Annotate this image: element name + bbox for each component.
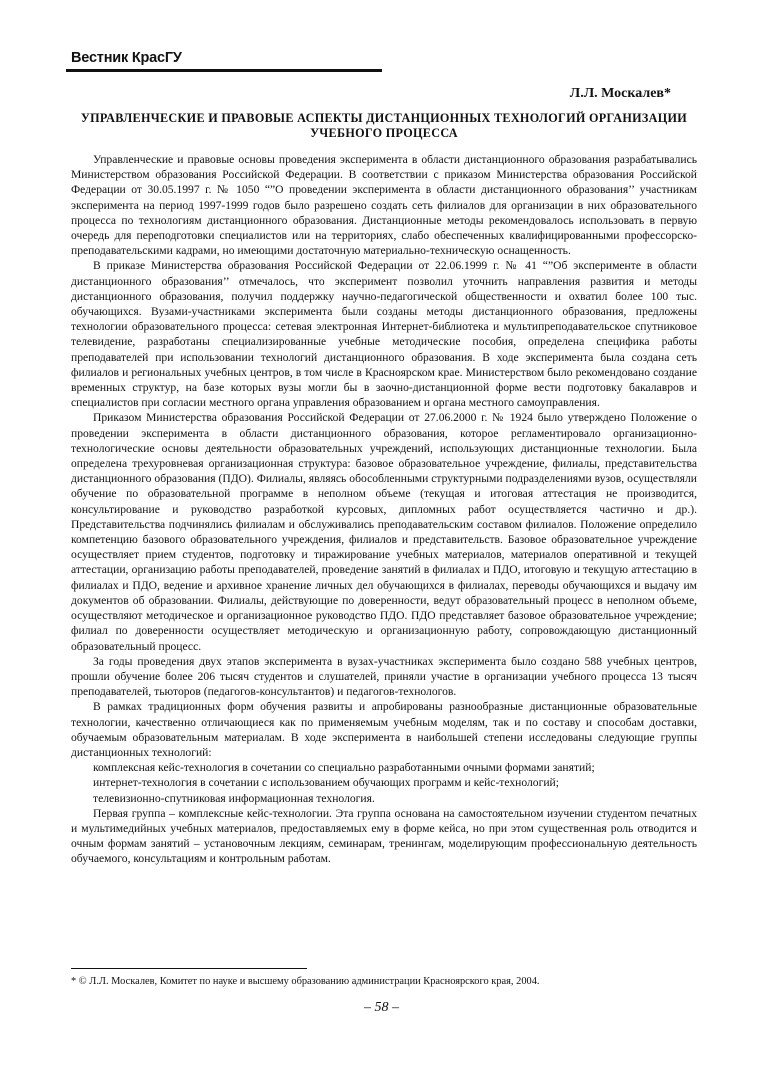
article-title: УПРАВЛЕНЧЕСКИЕ И ПРАВОВЫЕ АСПЕКТЫ ДИСТАНЦИОННЫХ ТЕХНОЛОГИЙ ОРГАНИЗАЦИИ УЧЕБНОГО ПРОЦЕССА (80, 111, 688, 140)
journal-name: Вестник КрасГУ (71, 50, 182, 66)
footnote: * © Л.Л. Москалев, Комитет по науке и высшему образованию администрации Красноярского края, 2004. (71, 976, 540, 987)
list-item: комплексная кейс-технология в сочетании со специально разработанными очными формами занятий; (93, 761, 595, 775)
article-body (71, 152, 697, 867)
list-item: интернет-технология в сочетании с использованием обучающих программ и кейс-технологий; (93, 776, 559, 790)
paragraph: За годы проведения двух этапов эксперимента в вузах-участниках эксперимента было создано 588 учебных центров, прошли обучение более 206 тысяч студентов и слушателей, приняли участие в организации учебного процесса 13 тысяч преподавателей, тьюторов (педагогов-консультантов) и педагогов-технологов. (71, 654, 697, 699)
list-item: телевизионно-спутниковая информационная технология. (93, 791, 375, 805)
author-name: Л.Л. Москалев* (569, 86, 671, 101)
paragraph: Управленческие и правовые основы проведения эксперимента в области дистанционного образования разрабатывались Министерством образования Российской Федерации. В соответствии с приказом Министерства образования Российской Федерации от 30.05.1997 г. № 1050 “”О проведении эксперимента в области дистанционного образования’’ участникам эксперимента на период 1997-1999 годов было разрешено создать сеть филиалов для организации в них образовательного процесса по технологиям дистанционного образования. Дистанционные методы рекомендовалось использовать в первую очередь для переподготовки специалистов или на территориях, слабо обеспеченных квалифицированными профессорско-преподавательскими кадрами, но имеющими достаточную материально-техническую оснащенность. (71, 153, 697, 258)
page-number: – 58 – (364, 1000, 399, 1015)
paragraph: Первая группа – комплексные кейс-технологии. Эта группа основана на самостоятельном изучении студентом печатных и мультимедийных учебных материалов, предоставляемых ему в форме кейса, но при этом существенная роль отводится и очным формам занятий – установочным лекциям, семинарам, тренингам, моделирующим профессиональную деятельность обучаемого, консультациям и контрольным работам. (71, 806, 697, 866)
header-rule (66, 69, 382, 72)
footnote-rule (71, 968, 307, 969)
paragraph: В приказе Министерства образования Российской Федерации от 22.06.1999 г. № 41 “”Об эксперименте в области дистанционного образования’’ отмечалось, что эксперимент позволил уточнить направления развития и методы дистанционного образования, получил поддержку научно-педагогической общественности и охватил более 100 тыс. обучающихся. Вузами-участниками эксперимента были созданы методы дистанционного образования, предложены технологии образовательного процесса: сетевая электронная Интернет-библиотека и мультипреподавательское спутниковое телевидение, разработаны специализированные учебные методические пособия, определена специфика работы преподавателей при использовании технологий дистанционного образования. В ходе эксперимента была создана сеть филиалов и региональных учебных центров, в том числе в Красноярском крае. Министерством было рекомендовано создание временных структур, на базе которых вузы могли бы в заочно-дистанционной форме вести подготовку бакалавров и специалистов при согласии местного органа управления образованием и органа местного самоуправления. (71, 259, 697, 410)
paragraph: Приказом Министерства образования Российской Федерации от 27.06.2000 г. № 1924 было утверждено Положение о проведении эксперимента в области дистанционного образования, которое регламентировало организационно-технологические основы деятельности образовательных учреждений, использующих дистанционные технологии. Была определена трехуровневая организационная структура: базовое образовательное учреждение, филиалы, представительства дистанционного образования (ПДО). Филиалы, являясь обособленными структурными подразделениями вузов, осуществляли обучение по образовательной программе в неполном объеме (текущая и итоговая аттестация не производится, консультирование и руководство разработкой курсовых, дипломных работ осуществляется частично и др.). Представительства подчинялись филиалам и обслуживались преподавательским составом филиалов. Положение определило компетенцию базового образовательного учреждения, филиалов и представительств. Базовое образовательное учреждение осуществляет прием студентов, подготовку и тиражирование учебных материалов, материалов оперативной и текущей аттестации, организацию работы преподавателей, проведение занятий в филиалах и ПДО, итоговую и текущую аттестацию в филиалах и ПДО, ведение и архивное хранение личных дел обучающихся в филиалах, переводы обучающихся и выдачу им документов об образовании. Филиалы, действующие по доверенности, ведут образовательный процесс в неполном объеме, осуществляют методическое и организационное руководство ПДО. ПДО представляет базовое образовательное учреждение; филиал по доверенности осуществляет методическую и организационную работу, сопровождающую дистанционный образовательный процесс. (71, 411, 697, 653)
paragraph: В рамках традиционных форм обучения развиты и апробированы разнообразные дистанционные образовательные технологии, качественно отличающиеся как по применяемым учебным моделям, так и по составу и способам доставки, обучаемым образовательным материалам. В ходе эксперимента в наибольшей степени исследованы следующие группы дистанционных технологий: (71, 700, 697, 759)
